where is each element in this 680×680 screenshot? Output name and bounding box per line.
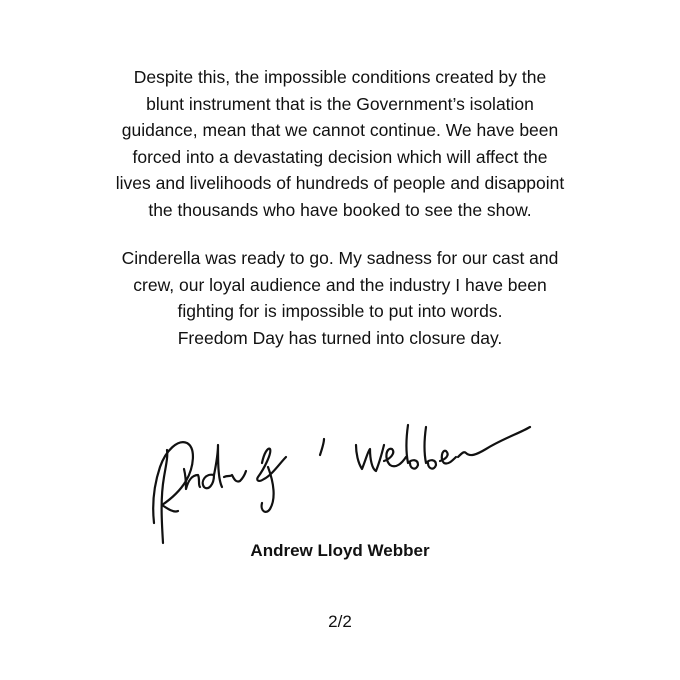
paragraph-line: Despite this, the impossible conditions created by the — [133, 67, 547, 87]
paragraph-1 — [0, 64, 680, 223]
paragraph-line: Freedom Day has turned into closure day. — [177, 327, 503, 348]
paragraph-line: fighting for is impossible to put into words. — [177, 301, 503, 321]
paragraph-line: crew, our loyal audience and the industry I have been — [133, 274, 547, 295]
paragraph-line: forced into a devastating decision which will affect the — [132, 146, 548, 167]
paragraph-line: lives and livelihoods of hundreds of people and disappoint — [115, 173, 565, 193]
paragraph-line: the thousands who have booked to see the show. — [148, 199, 532, 220]
page-number: 2/2 — [328, 612, 352, 631]
signature-image — [140, 405, 540, 555]
paragraph-line: blunt instrument that is the Government’s isolation — [146, 93, 534, 114]
paragraph-2 — [0, 245, 680, 351]
paragraph-line: guidance, mean that we cannot continue. We have been — [121, 120, 559, 140]
signer-name: Andrew Lloyd Webber — [250, 541, 430, 560]
paragraph-line: Cinderella was ready to go. My sadness for our cast and — [121, 248, 559, 268]
